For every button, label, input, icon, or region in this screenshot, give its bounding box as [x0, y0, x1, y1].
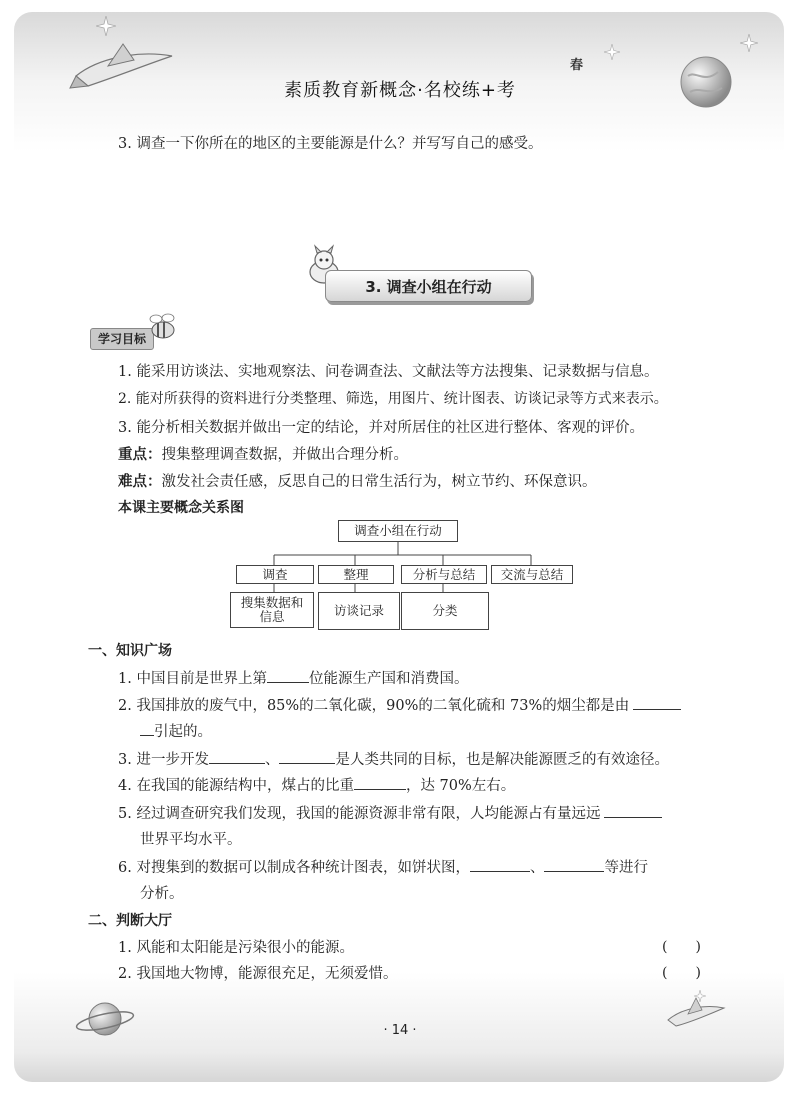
- part1-q5: [118, 802, 662, 823]
- section-title: 3. 调查小组在行动: [365, 278, 492, 296]
- part1-q2: [118, 694, 681, 715]
- q1-text-b: 位能源生产国和消费国。: [308, 671, 469, 687]
- q6-text-d: 分析。: [140, 886, 184, 902]
- difficulty-label: 难点：: [118, 474, 162, 490]
- q4-text-b: ，达 70%左右。: [405, 778, 516, 794]
- concept-node-exchange: 交流与总结: [491, 565, 573, 584]
- difficulty-text: 激发社会责任感，反思自己的日常生活行为，树立节约、环保意识。: [161, 474, 597, 490]
- part1-q4: [118, 774, 515, 795]
- key-point-label: 重点：: [118, 447, 162, 463]
- sparkle-icon: [694, 990, 706, 1002]
- q2-text-a: 2. 我国排放的废气中，85%的二氧化碳，90%的二氧化硫和 73%的烟尘都是由: [118, 698, 630, 714]
- page-number: · 14 ·: [383, 1023, 417, 1038]
- answer-paren[interactable]: ( ): [662, 939, 701, 955]
- part2-heading: 二、判断大厅: [88, 913, 172, 929]
- answer-blank[interactable]: [544, 857, 604, 872]
- objective-3: 3. 能分析相关数据并做出一定的结论，并对所居住的社区进行整体、客观的评价。: [118, 420, 644, 436]
- concept-node-survey: 调查: [236, 565, 314, 584]
- header-title: 素质教育新概念·名校练+考: [284, 80, 516, 101]
- concept-node-interview: 访谈记录: [318, 592, 400, 630]
- concept-node-collect-data: 搜集数据和信息: [230, 592, 314, 628]
- q6-text-c: 等进行: [604, 860, 648, 876]
- season-label: 春: [570, 58, 584, 73]
- objective-1: 1. 能采用访谈法、实地观察法、问卷调查法、文献法等方法搜集、记录数据与信息。: [118, 364, 659, 380]
- part2-q2: 2. 我国地大物博，能源很充足，无须爱惜。: [118, 966, 398, 982]
- q2-text-b: 引起的。: [154, 724, 212, 740]
- part1-q6: [118, 856, 648, 877]
- concept-node-classify: 分类: [401, 592, 489, 630]
- q6-text-b: 、: [529, 860, 545, 876]
- part1-q2-cont: [140, 720, 212, 741]
- q3-text-b: 、: [264, 752, 280, 768]
- top-question: 3. 调查一下你所在的地区的主要能源是什么？并写写自己的感受。: [118, 136, 543, 152]
- concept-root: 调查小组在行动: [338, 520, 458, 542]
- answer-blank[interactable]: [470, 857, 530, 872]
- key-point-text: 搜集整理调查数据，并做出合理分析。: [161, 447, 408, 463]
- answer-blank[interactable]: [209, 749, 265, 764]
- answer-blank[interactable]: [633, 695, 681, 710]
- q4-text-a: 4. 在我国的能源结构中，煤占的比重: [118, 778, 354, 794]
- q5-text-b: 世界平均水平。: [140, 832, 242, 848]
- part2-q1: 1. 风能和太阳能是污染很小的能源。: [118, 940, 354, 956]
- objective-2: 2. 能对所获得的资料进行分类整理、筛选，用图片、统计图表、访谈记录等方式来表示。: [118, 391, 668, 407]
- q5-text-a: 5. 经过调查研究我们发现，我国的能源资源非常有限，人均能源占有量远远: [118, 806, 601, 822]
- answer-blank[interactable]: [279, 749, 335, 764]
- q6-text-a: 6. 对搜集到的数据可以制成各种统计图表，如饼状图，: [118, 860, 470, 876]
- concept-map-title: 本课主要概念关系图: [118, 500, 244, 516]
- part1-q3: [118, 748, 669, 769]
- q3-text-a: 3. 进一步开发: [118, 752, 209, 768]
- part1-q1: [118, 667, 468, 688]
- part1-q6-cont: [140, 882, 184, 903]
- concept-node-analyze: 分析与总结: [401, 565, 487, 584]
- answer-blank[interactable]: [267, 668, 309, 683]
- part1-heading: 一、知识广场: [88, 643, 172, 659]
- concept-node-organize: 整理: [318, 565, 394, 584]
- part1-q5-cont: [140, 828, 242, 849]
- answer-paren[interactable]: ( ): [662, 965, 701, 981]
- answer-blank[interactable]: [604, 803, 662, 818]
- answer-blank[interactable]: [140, 721, 154, 736]
- q3-text-c: 是人类共同的目标，也是解决能源匮乏的有效途径。: [335, 752, 669, 768]
- q1-text-a: 1. 中国目前是世界上第: [118, 671, 267, 687]
- objectives-badge: 学习目标: [90, 328, 154, 350]
- answer-blank[interactable]: [354, 775, 406, 790]
